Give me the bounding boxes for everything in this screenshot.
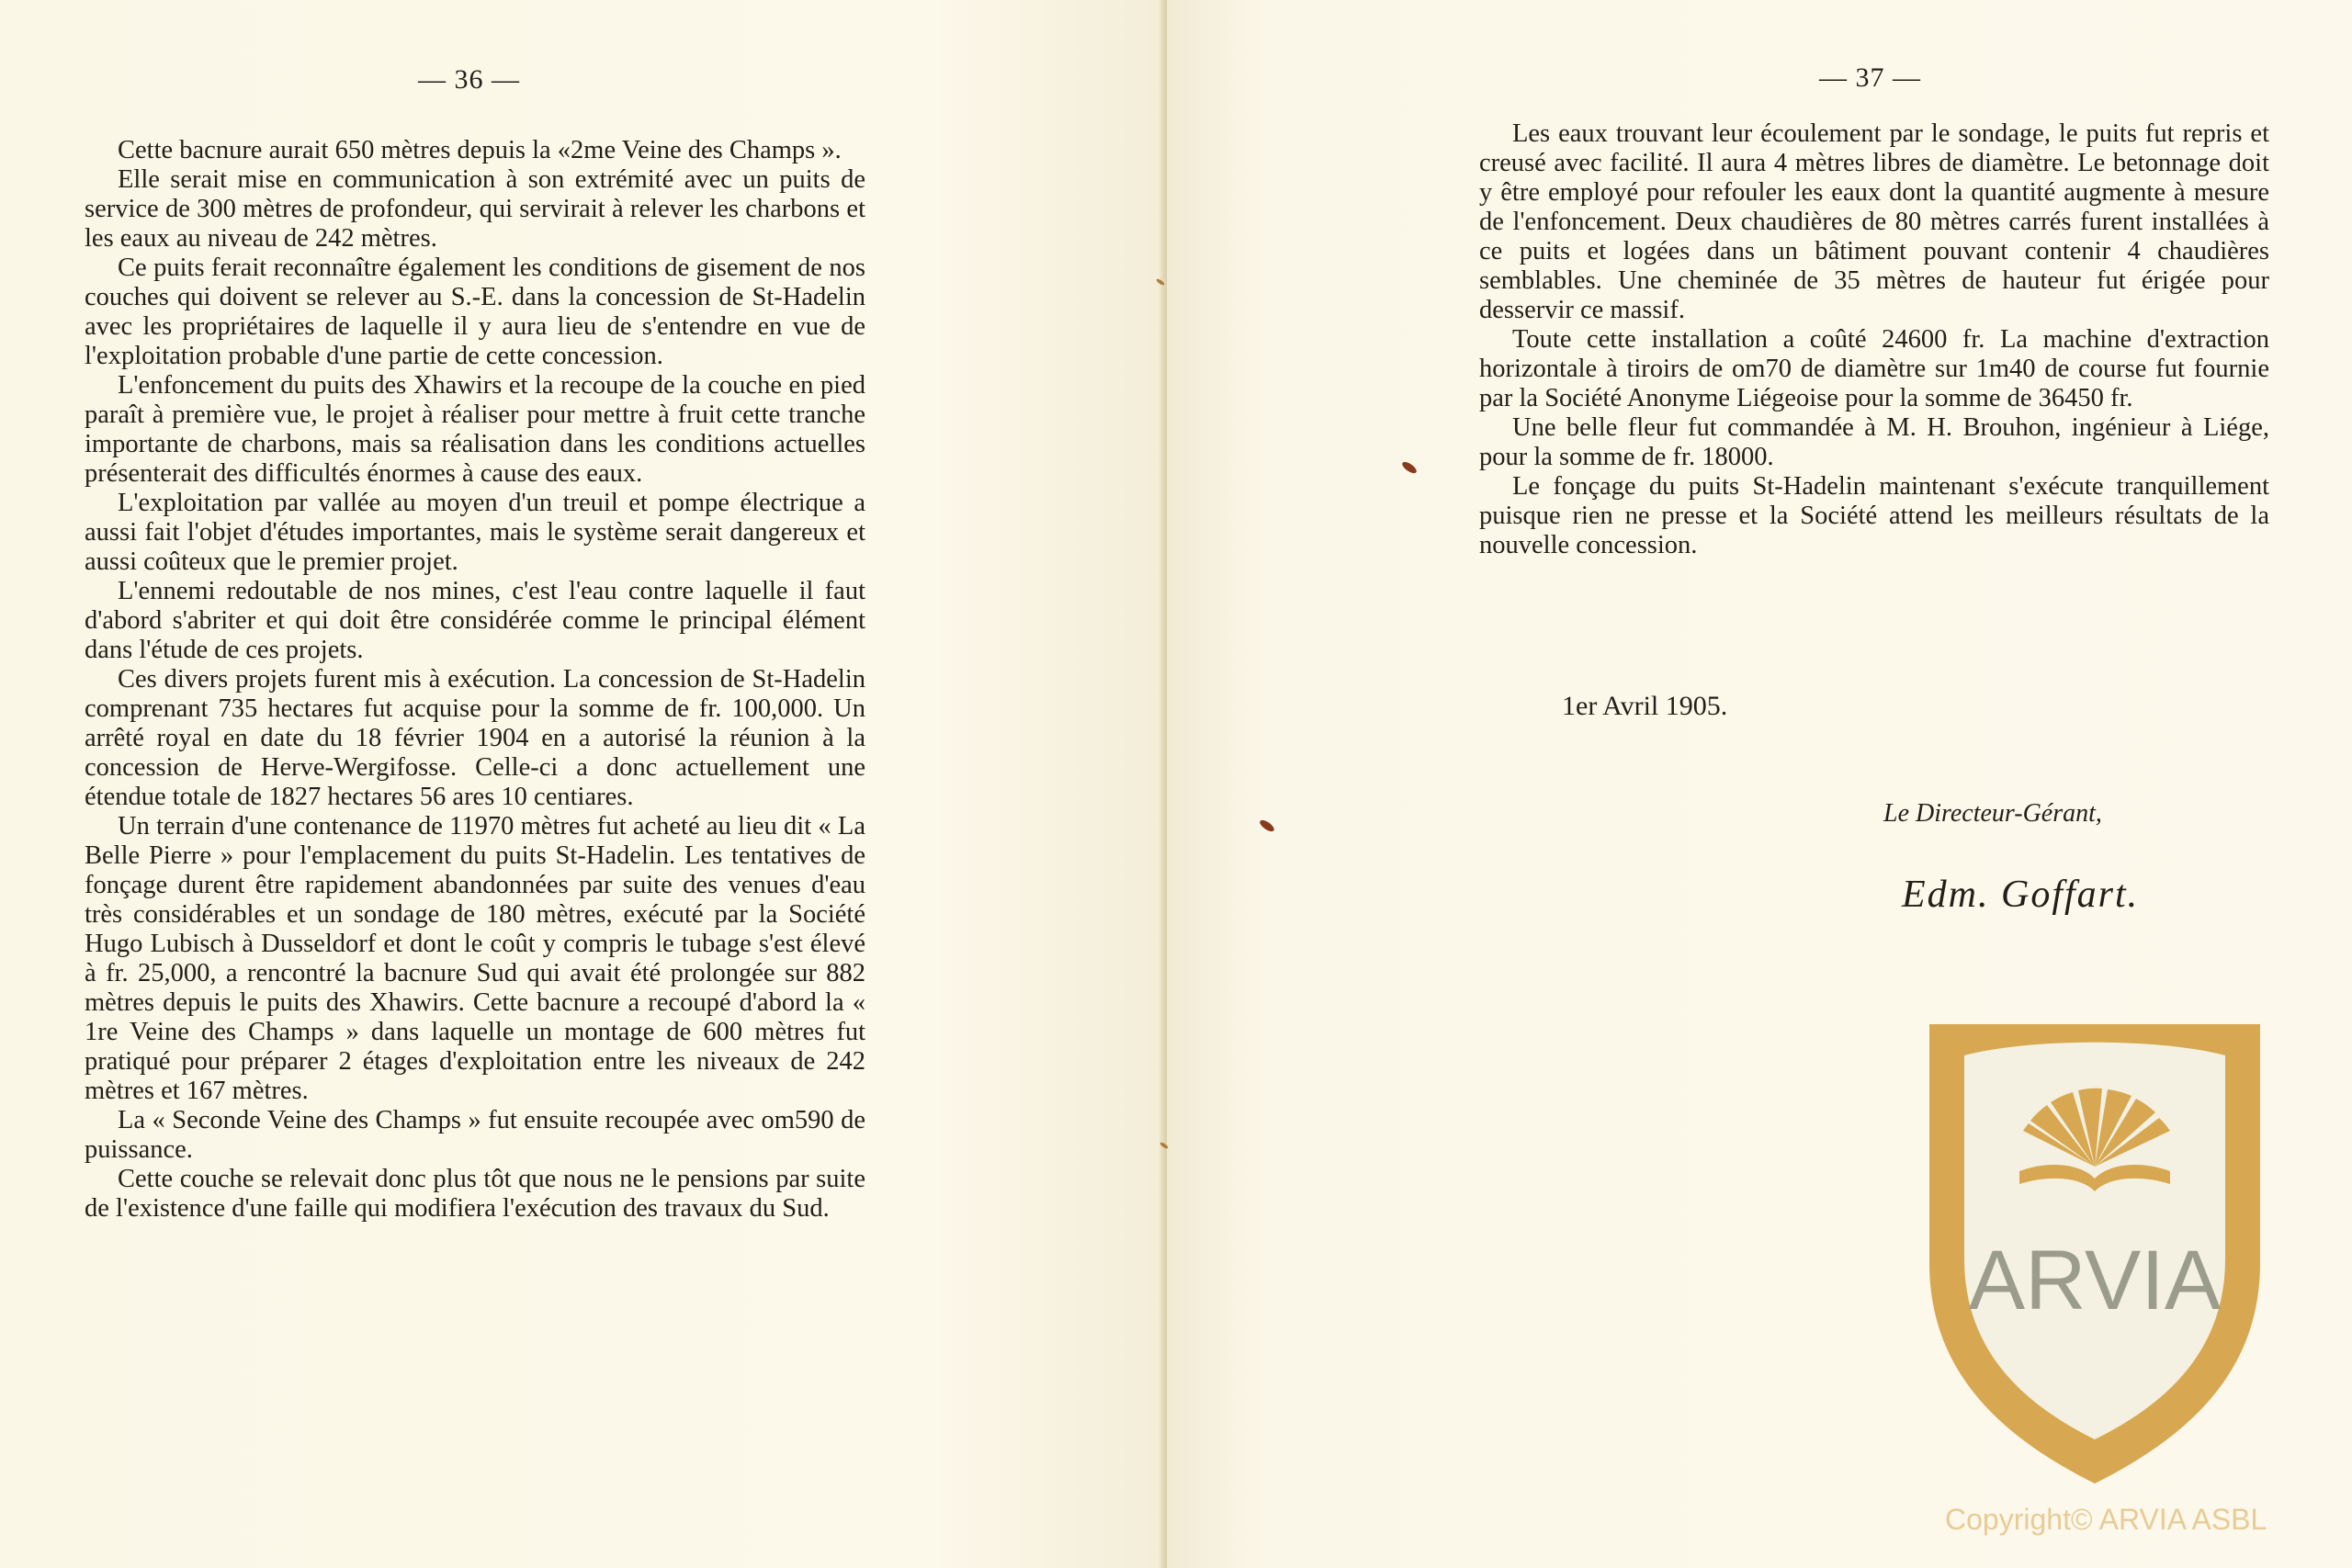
date-line: 1er Avril 1905.	[1562, 691, 1728, 721]
paragraph: Cette couche se relevait donc plus tôt que nous ne le pensions par suite de l'existence d'une faille qui modifiera l'exécution des travaux du Sud.	[85, 1165, 865, 1223]
logo-text: ARVIA	[1968, 1234, 2222, 1327]
paragraph: Ces divers projets furent mis à exécution. La concession de St-Hadelin comprenant 735 hectares fut acquise pour la somme de fr. 100,000. Un arrêté royal en date du 18 février 1904 en a autorisé la réunion à la concession de Herve-Wergifosse. Celle-ci a donc actuellement une étendue totale de 1827 hectares 56 ares 10 centiares.	[85, 665, 865, 811]
signatory-title: Le Directeur-Gérant,	[1883, 799, 2102, 828]
signature: Edm. Goffart.	[1902, 874, 2140, 916]
paragraph: Les eaux trouvant leur écoulement par le sondage, le puits fut repris et creusé avec facilité. Il aura 4 mètres libres de diamètre. Le betonnage doit y être employé pour refouler les eaux dont la quantité augmente à mesure de l'enfoncement. Deux chaudières de 80 mètres carrés furent installées à ce puits et logées dans un bâtiment pouvant contenir 4 chaudières semblables. Une cheminée de 35 mètres de hauteur fut érigée pour desservir ce massif.	[1479, 119, 2269, 324]
arvia-logo	[1911, 1015, 2278, 1493]
paragraph: La « Seconde Veine des Champs » fut ensuite recoupée avec om590 de puissance.	[85, 1106, 865, 1164]
left-page	[0, 0, 1167, 1568]
paragraph: Ce puits ferait reconnaître également les conditions de gisement de nos couches qui doivent se relever au S.-E. dans la concession de St-Hadelin avec les propriétaires de laquelle il y aura lieu de s'entendre en vue de l'exploitation probable d'une partie de cette concession.	[85, 254, 865, 370]
paragraph: Cette bacnure aurait 650 mètres depuis la «2me Veine des Champs ».	[118, 136, 842, 164]
paragraph: L'exploitation par vallée au moyen d'un treuil et pompe électrique a aussi fait l'objet d'études importantes, mais le système serait dangereux et aussi coûteux que le premier projet.	[85, 489, 865, 576]
left-page-text	[85, 136, 865, 1224]
paragraph: L'enfoncement du puits des Xhawirs et la recoupe de la couche en pied paraît à première vue, le projet à réaliser pour mettre à fruit cette tranche importante de charbons, mais sa réalisation dans les conditions actuelles présenterait des difficultés énormes à cause des eaux.	[85, 371, 865, 488]
paragraph: Toute cette installation a coûté 24600 fr. La machine d'extraction horizontale à tiroirs de om70 de diamètre sur 1m40 de course fut fournie par la Société Anonyme Liégeoise pour la somme de 36450 fr.	[1479, 325, 2269, 412]
paragraph: L'ennemi redoutable de nos mines, c'est l'eau contre laquelle il faut d'abord s'abriter et qui doit être considérée comme le principal élément dans l'étude de ces projets.	[85, 577, 865, 664]
right-page-text	[1479, 119, 2269, 560]
copyright-notice: Copyright© ARVIA ASBL	[1945, 1503, 2267, 1536]
paragraph: Elle serait mise en communication à son extrémité avec un puits de service de 300 mètres de profondeur, qui servirait à relever les charbons et les eaux au niveau de 242 mètres.	[85, 165, 865, 253]
arvia-shield-icon	[1911, 1015, 2278, 1493]
left-page-number: — 36 —	[418, 64, 520, 95]
paragraph: Le fonçage du puits St-Hadelin maintenant s'exécute tranquillement puisque rien ne presse et la Société attend les meilleurs résultats de la nouvelle concession.	[1479, 472, 2269, 559]
paragraph: Un terrain d'une contenance de 11970 mètres fut acheté au lieu dit « La Belle Pierre » pour l'emplacement du puits St-Hadelin. Les tentatives de fonçage durent être rapidement abandonnées par suite des venues d'eau très considérables et un sondage de 180 mètres, exécuté par la Société Hugo Lubisch à Dusseldorf et dont le coût y compris le tubage s'est élevé à fr. 25,000, a rencontré la bacnure Sud qui avait été prolongée sur 882 mètres depuis le puits des Xhawirs. Cette bacnure a recoupé d'abord la « 1re Veine des Champs » dans laquelle un montage de 600 mètres fut pratiqué pour préparer 2 étages d'exploitation entre les niveaux de 242 mètres et 167 mètres.	[85, 812, 865, 1105]
right-page-number: — 37 —	[1819, 62, 1921, 93]
paragraph: Une belle fleur fut commandée à M. H. Brouhon, ingénieur à Liége, pour la somme de fr. 18000.	[1479, 413, 2269, 471]
